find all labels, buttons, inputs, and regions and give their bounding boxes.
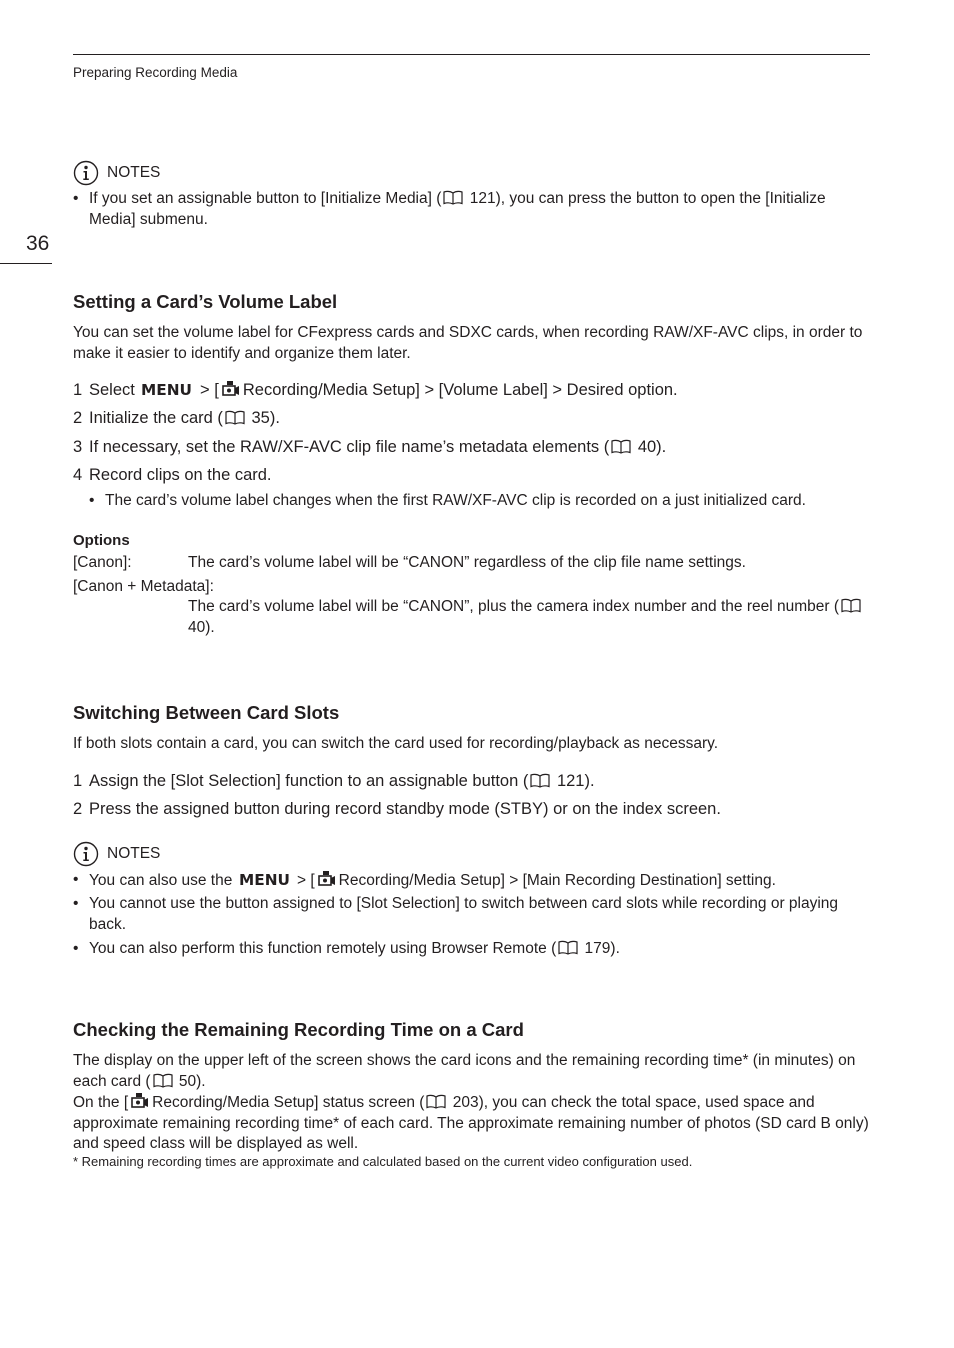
step-3: 3 If necessary, set the RAW/XF-AVC clip file name’s metadata elements ( 40).	[73, 438, 667, 456]
camera-setup-icon	[222, 380, 240, 397]
step-2: 2 Press the assigned button during record standby mode (STBY) or on the index screen.	[73, 800, 721, 818]
svg-text:MENU: MENU	[141, 381, 193, 397]
book-icon	[530, 773, 550, 788]
section-paragraph: The display on the upper left of the screen shows the card icons and the remaining recording time* (in minutes) on each card ( 50).	[73, 1052, 856, 1090]
section-title: Switching Between Card Slots	[73, 702, 340, 723]
camera-setup-icon	[131, 1092, 149, 1109]
camera-setup-icon	[318, 870, 336, 887]
book-icon	[558, 940, 578, 955]
header-title: Preparing Recording Media	[73, 65, 238, 80]
note-item: • You cannot use the button assigned to [Slot Selection] to switch between card slots while recording or playing back.	[73, 894, 870, 935]
note-item: • You can also use the MENU > [ Recording/Media Setup] > [Main Recording Destination] setting.	[73, 870, 870, 892]
option-description: The card’s volume label will be “CANON”, plus the camera index number and the reel number ( 40).	[188, 597, 870, 638]
option-term: [Canon + Metadata]:	[73, 578, 214, 595]
info-circle-icon	[73, 841, 99, 867]
menu-button-icon	[141, 381, 193, 397]
notes-heading	[73, 841, 160, 867]
book-icon	[153, 1073, 173, 1088]
section-intro: If both slots contain a card, you can switch the card used for recording/playback as necessary.	[73, 735, 719, 752]
option-description: The card’s volume label will be “CANON” regardless of the clip file name settings.	[188, 554, 746, 571]
page-number-rule	[0, 263, 52, 264]
book-icon	[611, 439, 631, 454]
book-icon	[443, 190, 463, 205]
book-icon	[225, 410, 245, 425]
book-icon	[841, 598, 861, 613]
footnote: * Remaining recording times are approximate and calculated based on the current video configuration used.	[73, 1154, 693, 1169]
svg-text:MENU: MENU	[238, 871, 290, 887]
notes-label: NOTES	[107, 164, 161, 181]
book-icon	[426, 1094, 446, 1109]
section-intro: You can set the volume label for CFexpress cards and SDXC cards, when recording RAW/XF-AVC clips, in order to make it easier to identify and organize them later.	[73, 324, 863, 362]
page-number: 36	[26, 232, 50, 255]
note-item: • You can also perform this function remotely using Browser Remote ( 179).	[73, 939, 870, 960]
step-4: 4 Record clips on the card.	[73, 466, 272, 484]
section-title: Setting a Card’s Volume Label	[73, 291, 338, 312]
note-item: • If you set an assignable button to [Initialize Media] ( 121), you can press the button to open the [Initialize Media] submenu.	[73, 189, 870, 230]
section-title: Checking the Remaining Recording Time on a Card	[73, 1019, 524, 1040]
step-2: 2 Initialize the card ( 35).	[73, 409, 280, 427]
menu-button-icon	[239, 871, 291, 887]
notes-label: NOTES	[107, 845, 161, 862]
step-1: 1 Select MENU > [ Recording/Media Setup] > [Volume Label] > Desired option.	[73, 381, 678, 399]
step-4-note: • The card’s volume label changes when the first RAW/XF-AVC clip is recorded on a just initialized card.	[89, 491, 870, 512]
option-term: [Canon]:	[73, 554, 132, 571]
info-circle-icon	[73, 160, 99, 186]
notes-heading	[73, 160, 160, 186]
step-1: 1 Assign the [Slot Selection] function to an assignable button ( 121).	[73, 772, 595, 790]
options-heading: Options	[73, 532, 130, 549]
header-rule	[73, 54, 870, 55]
section-paragraph: On the [ Recording/Media Setup] status screen ( 203), you can check the total space, used space and approximate remaining recording time* of each card. The approximate remaining number of photos (SD card B only) and speed class will be displayed as well.	[73, 1094, 869, 1152]
